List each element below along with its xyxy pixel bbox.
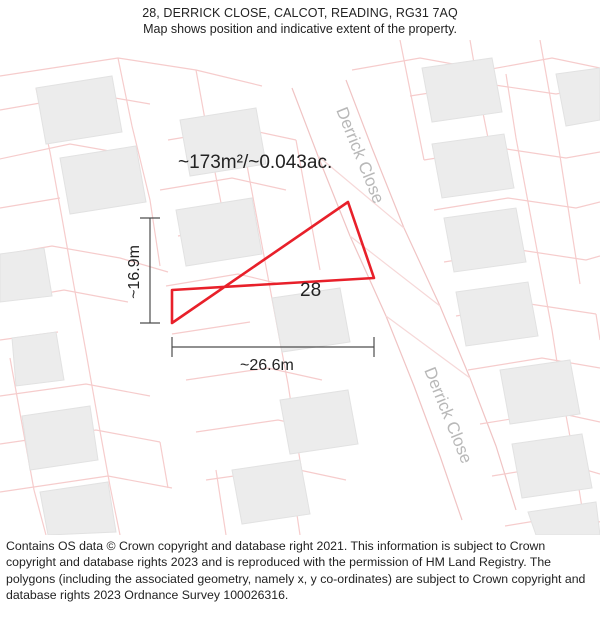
street-label-upper: Derrick Close bbox=[332, 104, 389, 207]
width-dimension-label: ~26.6m bbox=[240, 357, 294, 374]
page-subtitle: Map shows position and indicative extent of the property. bbox=[143, 22, 457, 36]
height-dimension-label: ~16.9m bbox=[126, 245, 143, 299]
page-title: 28, DERRICK CLOSE, CALCOT, READING, RG31 7AQ bbox=[142, 6, 458, 20]
area-label: ~173m²/~0.043ac. bbox=[178, 152, 333, 173]
street-label-lower: Derrick Close bbox=[420, 364, 477, 467]
map-canvas[interactable] bbox=[0, 40, 600, 535]
copyright-notice: Contains OS data © Crown copyright and database right 2021. This information is subject to Crown copyright and database rights 2023 and is reproduced with the permission of HM Land Registry. The polygons (including the associated geometry, namely x, y co-ordinates) are subject to Crown copyright and database rights 2023 Ordnance Survey 100026316. bbox=[6, 539, 586, 603]
page-header bbox=[0, 0, 600, 40]
plot-number-label: 28 bbox=[300, 280, 322, 301]
